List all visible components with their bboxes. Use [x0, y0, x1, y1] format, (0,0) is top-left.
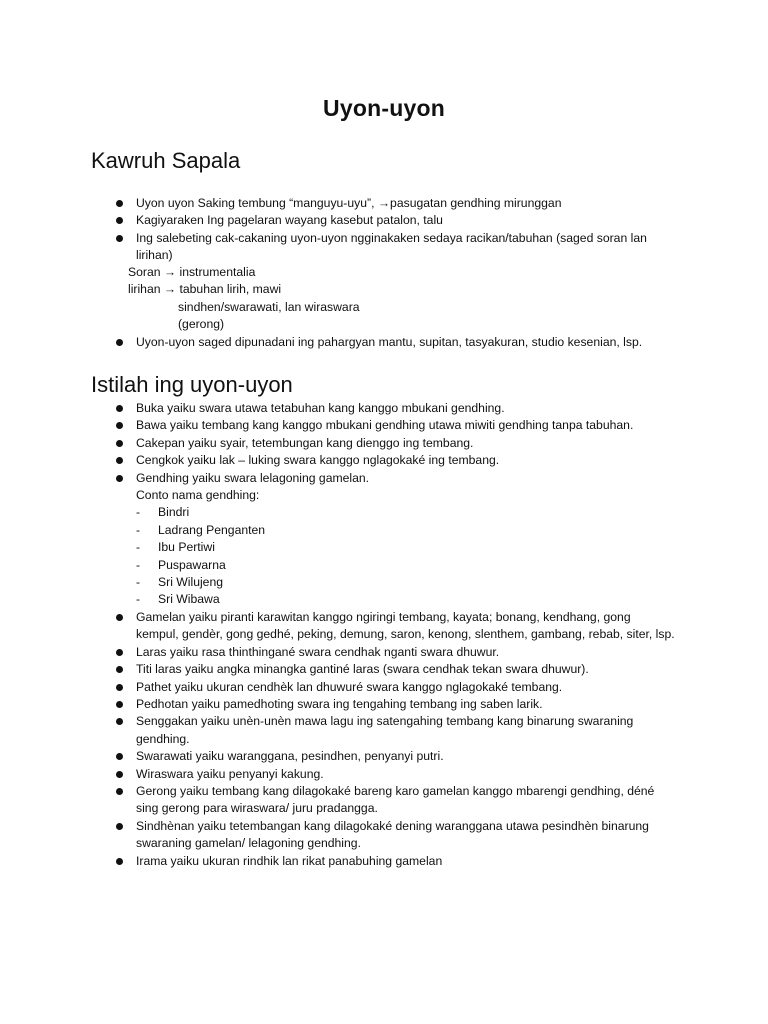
list-item-text: Senggakan yaiku unèn-unèn mawa lagu ing satengahing tembang kang binarung swaraning gendhing.: [136, 714, 634, 746]
list-item-text: Gerong yaiku tembang kang dilagokaké bareng karo gamelan kanggo mbarengi gendhing, déné sing gerong para wiraswara/ juru pradangga.: [136, 783, 655, 816]
list-item-text: Sindhènan yaiku tetembangan kang dilagokaké dening waranggana utawa pesindhèn binarung swaraning gamelan/ lelagoning gendhing.: [136, 818, 649, 851]
list-item: [116, 435, 676, 452]
bullet-icon: [116, 718, 123, 725]
gendhing-example: [116, 539, 676, 556]
document-title: Uyon-uyon: [323, 95, 445, 121]
gendhing-name: Sri Wilujeng: [158, 575, 224, 590]
gendhing-example: [116, 574, 676, 591]
list-item: [116, 783, 676, 818]
dash-marker: -: [136, 522, 141, 537]
section1-list-b: [116, 334, 676, 351]
bullet-icon: [116, 200, 123, 207]
list-item: [116, 748, 676, 765]
list-item: [116, 609, 676, 644]
note-soran: Soran → instrumentalia: [128, 265, 256, 279]
note-lirihan-cont: (gerong): [178, 317, 225, 332]
list-item: [116, 679, 676, 696]
list-item-text: Swarawati yaiku waranggana, pesindhen, penyanyi putri.: [136, 749, 444, 764]
list-item: [116, 452, 676, 469]
list-item-text: Buka yaiku swara utawa tetabuhan kang kanggo mbukani gendhing.: [136, 401, 505, 415]
list-item-text: Bawa yaiku tembang kang kanggo mbukani gendhing utawa miwiti gendhing tanpa tabuhan.: [136, 418, 634, 433]
bullet-icon: [116, 858, 123, 865]
list-item-text: Irama yaiku ukuran rindhik lan rikat panabuhing gamelan: [136, 853, 443, 868]
bullet-icon: [116, 475, 123, 482]
gendhing-name: Bindri: [158, 505, 190, 520]
bullet-icon: [116, 457, 123, 464]
list-item-text: Gamelan yaiku piranti karawitan kanggo ngiringi tembang, kayata; bonang, kendhang, gong kempul, gendèr, gong gedhé, peking, demung, saron, kenong, slenthem, gambang, rebab, siter, lsp.: [136, 609, 675, 642]
list-item: [116, 195, 676, 212]
bullet-icon: [116, 422, 123, 429]
list-item-text: Pedhotan yaiku pamedhoting swara ing tengahing tembang ing saben larik.: [136, 696, 543, 711]
note-lirihan: lirihan → tabuhan lirih, mawi: [128, 282, 282, 297]
bullet-icon: [116, 649, 123, 656]
list-item-text: Pathet yaiku ukuran cendhèk lan dhuwuré swara kanggo nglagokaké tembang.: [136, 679, 563, 694]
list-item-text: Cengkok yaiku lak – luking swara kanggo nglagokaké ing tembang.: [136, 453, 500, 468]
bullet-icon: [116, 339, 123, 346]
gendhing-examples-intro: Conto nama gendhing:: [136, 488, 260, 503]
gendhing-example: [116, 557, 676, 574]
dash-marker: -: [136, 540, 141, 555]
section-heading-istilah: Istilah ing uyon-uyon: [91, 372, 293, 397]
list-item: [116, 644, 676, 661]
bullet-icon: [116, 701, 123, 708]
list-item: [116, 696, 676, 713]
bullet-icon: [116, 771, 123, 778]
gendhing-name: Puspawarna: [158, 557, 226, 572]
dash-marker: -: [136, 557, 141, 572]
list-item: [116, 334, 676, 351]
list-item-text: Laras yaiku rasa thinthingané swara cendhak nganti swara dhuwur.: [136, 644, 500, 659]
list-item: [116, 853, 676, 870]
bullet-icon: [116, 823, 123, 830]
bullet-icon: [116, 788, 123, 795]
list-item-text: Cakepan yaiku syair, tetembungan kang dienggo ing tembang.: [136, 435, 474, 450]
list-item: [116, 661, 676, 678]
soran-lirihan-notes: [128, 264, 360, 334]
gendhing-example: [116, 504, 676, 521]
section2-list: [116, 400, 676, 870]
bullet-icon: [116, 440, 123, 447]
list-item: [116, 212, 676, 229]
list-item-text: Ing salebeting cak-cakaning uyon-uyon ngginakaken sedaya racikan/tabuhan (saged soran lan lirihan): [136, 230, 647, 263]
list-item: [116, 713, 676, 748]
list-item: [116, 400, 676, 417]
list-item: [116, 470, 676, 487]
list-item-text: Titi laras yaiku angka minangka gantiné laras (swara cendhak tekan swara dhuwur).: [136, 662, 589, 677]
dash-marker: -: [136, 592, 141, 607]
list-item-text: Uyon uyon Saking tembung “manguyu-uyu”, →pasugatan gendhing mirunggan: [136, 196, 562, 210]
section1-list-a: [116, 195, 676, 265]
list-item: [116, 818, 676, 853]
list-item-text: Gendhing yaiku swara lelagoning gamelan.: [136, 470, 370, 485]
list-item: [116, 417, 676, 434]
section-heading-kawruh-sapala: Kawruh Sapala: [91, 148, 241, 173]
list-item-text: Uyon-uyon saged dipunadani ing pahargyan mantu, supitan, tasyakuran, studio kesenian, lsp.: [136, 335, 643, 349]
bullet-icon: [116, 666, 123, 673]
bullet-icon: [116, 405, 123, 412]
bullet-icon: [116, 614, 123, 621]
list-item: [116, 230, 676, 265]
bullet-icon: [116, 217, 123, 224]
gendhing-name: Ladrang Penganten: [158, 522, 266, 537]
bullet-icon: [116, 753, 123, 760]
dash-marker: -: [136, 575, 141, 590]
gendhing-name: Sri Wibawa: [158, 592, 220, 607]
bullet-icon: [116, 684, 123, 691]
bullet-icon: [116, 235, 123, 242]
list-item-text: Kagiyaraken Ing pagelaran wayang kasebut patalon, talu: [136, 213, 443, 228]
list-item-text: Wiraswara yaiku penyanyi kakung.: [136, 766, 324, 781]
gendhing-name: Ibu Pertiwi: [158, 540, 215, 555]
list-item: [116, 766, 676, 783]
gendhing-example: [116, 591, 676, 608]
dash-marker: -: [136, 505, 141, 520]
gendhing-example: [116, 522, 676, 539]
note-lirihan-cont: sindhen/swarawati, lan wiraswara: [178, 299, 360, 314]
